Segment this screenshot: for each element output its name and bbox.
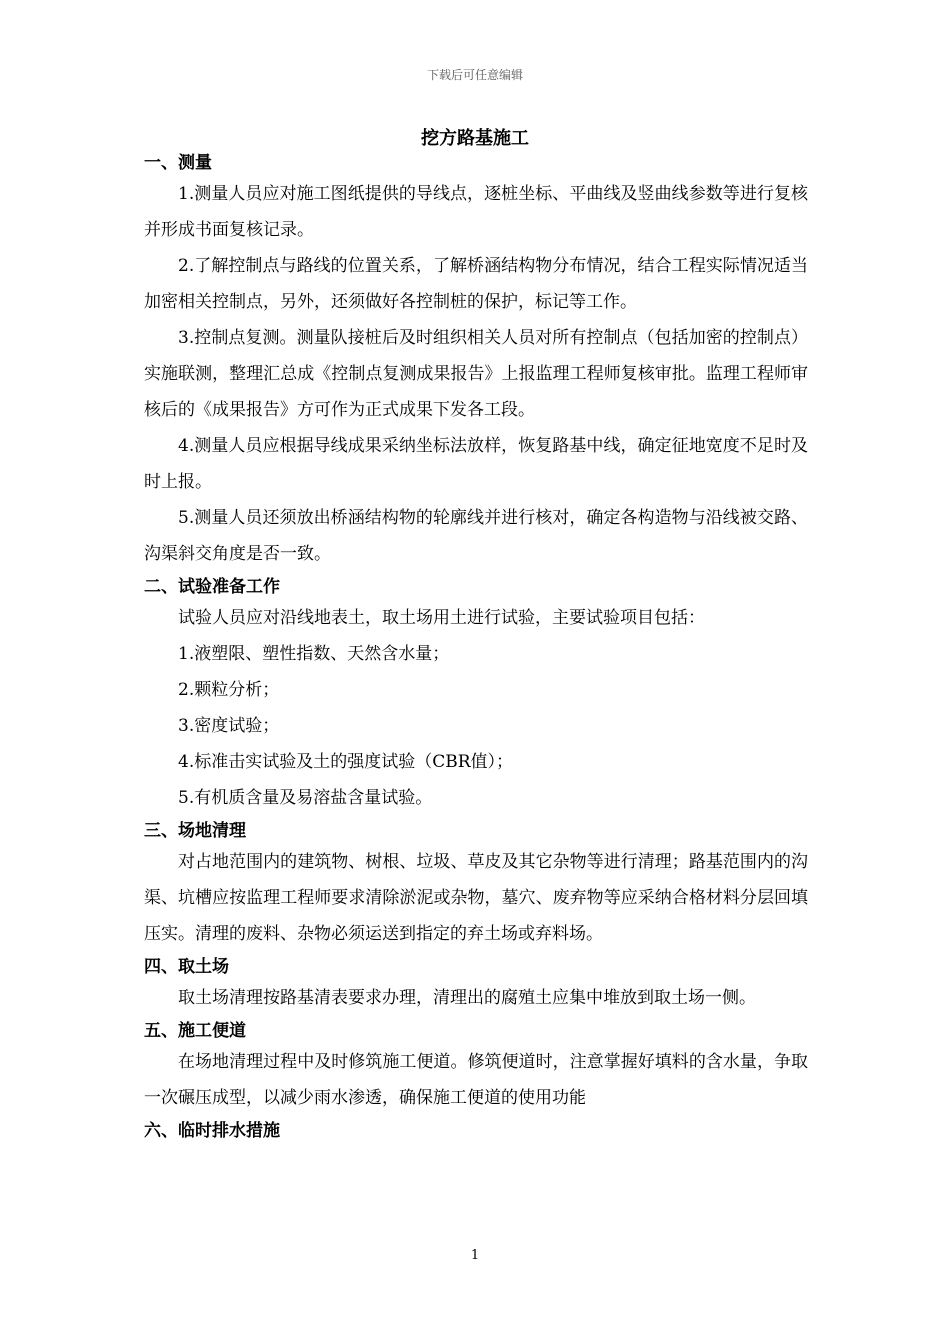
section-heading-access-road: 五、施工便道: [144, 1021, 246, 1041]
paragraph: 试验人员应对沿线地表土，取土场用土进行试验，主要试验项目包括：: [178, 608, 705, 628]
list-item: 1.液塑限、塑性指数、天然含水量；: [178, 644, 450, 664]
section-heading-drainage: 六、临时排水措施: [144, 1121, 280, 1141]
section-heading-site-clearing: 三、场地清理: [144, 821, 246, 841]
list-item: 2.颗粒分析；: [178, 680, 280, 700]
paragraph: 3.控制点复测。测量队接桩后及时组织相关人员对所有控制点（包括加密的控制点）实施联测，整理汇总成《控制点复测成果报告》上报监理工程师复核审批。监理工程师审核后的《成果报告》方可作为正式成果下发各工段。: [144, 328, 808, 420]
list-item: 3.密度试验；: [178, 716, 280, 736]
section-heading-survey: 一、测量: [144, 153, 212, 173]
paragraph: 2.了解控制点与路线的位置关系，了解桥涵结构物分布情况，结合工程实际情况适当加密相关控制点，另外，还须做好各控制桩的保护，标记等工作。: [144, 256, 808, 312]
paragraph: 1.测量人员应对施工图纸提供的导线点，逐桩坐标、平曲线及竖曲线参数等进行复核并形成书面复核记录。: [144, 184, 808, 240]
paragraph: 在场地清理过程中及时修筑施工便道。修筑便道时，注意掌握好填料的含水量，争取一次碾压成型，以减少雨水渗透，确保施工便道的使用功能: [144, 1052, 808, 1108]
document-body: [144, 150, 808, 1144]
list-item: 4.标准击实试验及土的强度试验（CBR值）；: [178, 752, 514, 772]
list-item: 5.有机质含量及易溶盐含量试验。: [178, 788, 433, 808]
section-heading-test-prep: 二、试验准备工作: [144, 577, 280, 597]
paragraph: 取土场清理按路基清表要求办理，清理出的腐殖土应集中堆放到取土场一侧。: [178, 988, 756, 1008]
section-heading-borrow-pit: 四、取土场: [144, 957, 229, 977]
document-title: 挖方路基施工: [421, 128, 529, 149]
paragraph: 对占地范围内的建筑物、树根、垃圾、草皮及其它杂物等进行清理；路基范围内的沟渠、坑槽应按监理工程师要求清除淤泥或杂物，墓穴、废弃物等应采纳合格材料分层回填压实。清理的废料、杂物必须运送到指定的弃土场或弃料场。: [144, 852, 808, 944]
page-number: 1: [470, 1248, 480, 1263]
paragraph: 4.测量人员应根据导线成果采纳坐标法放样，恢复路基中线，确定征地宽度不足时及时上报。: [144, 436, 808, 492]
header-note: 下载后可任意编辑: [426, 68, 523, 82]
paragraph: 5.测量人员还须放出桥涵结构物的轮廓线并进行核对，确定各构造物与沿线被交路、沟渠斜交角度是否一致。: [144, 508, 808, 564]
